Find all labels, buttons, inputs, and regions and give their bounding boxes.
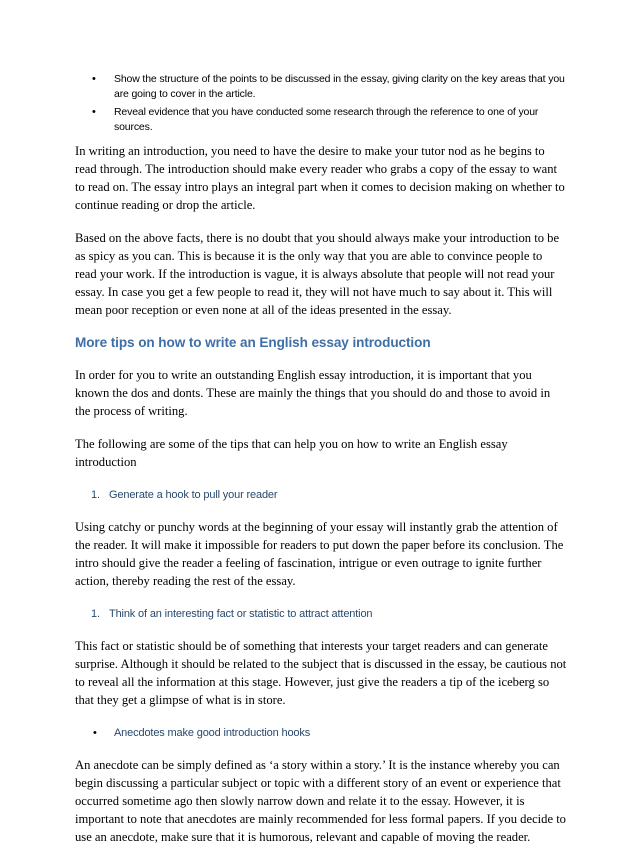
tip-text: Generate a hook to pull your reader	[109, 489, 278, 501]
paragraph: In writing an introduction, you need to have the desire to make your tutor nod as he begins to read through. The introduction should make every reader who grabs a copy of the essay to want to read on. The essay intro plays an integral part when it comes to decision making on whether to continue reading or drop the article.	[75, 144, 565, 212]
tip-heading	[75, 486, 567, 504]
list-number: 1.	[91, 608, 100, 620]
tip-heading	[75, 605, 567, 623]
paragraph: This fact or statistic should be of something that interests your target readers and can generate surprise. Although it should be related to the subject that is discussed in the essay, be cautious not to reveal all the information at this stage. However, just give the readers a tip of the iceberg so that they get a glimpse of what is in store.	[75, 639, 567, 707]
list-item	[75, 105, 567, 135]
paragraph: Based on the above facts, there is no doubt that you should always make your introduction to be as spicy as you can. This is because it is the only way that you are able to convince people to read your work. If the introduction is vague, it is always absolute that people will not read your essay. In case you get a few people to read it, they will not have much to say about it. This will mean poor reception or even none at all of the ideas presented in the essay.	[75, 231, 560, 317]
bullet-icon: •	[93, 727, 97, 739]
document-content	[75, 72, 567, 861]
tip-heading	[75, 724, 567, 742]
list-item	[75, 72, 567, 102]
paragraph: Using catchy or punchy words at the beginning of your essay will instantly grab the attention of the reader. It will make it impossible for readers to put down the paper before its conclusion. The intro should give the reader a feeling of fascination, intrigue or even outrage to ignite further action, thereby reading the rest of the essay.	[75, 520, 564, 588]
paragraph: In order for you to write an outstanding English essay introduction, it is important that you known the dos and donts. These are mainly the things that you should do and those to avoid in the process of writing.	[75, 368, 551, 418]
tip-text: Think of an interesting fact or statistic to attract attention	[109, 608, 373, 620]
bullet-icon: •	[92, 73, 96, 85]
paragraph: The following are some of the tips that can help you on how to write an English essay introduction	[75, 437, 508, 469]
tip-text: Anecdotes make good introduction hooks	[114, 727, 311, 739]
list-number: 1.	[91, 489, 100, 501]
intro-bullet-list	[75, 72, 567, 135]
bullet-icon: •	[92, 106, 96, 118]
bullet-text: Show the structure of the points to be discussed in the essay, giving clarity on the key areas that you are going to cover in the article.	[114, 73, 565, 100]
bullet-text: Reveal evidence that you have conducted some research through the reference to one of your sources.	[114, 106, 539, 133]
section-heading: More tips on how to write an English essay introduction	[75, 335, 431, 350]
paragraph: An anecdote can be simply defined as ‘a story within a story.’ It is the instance whereby you can begin discussing a particular subject or topic with a different story of an event or experience that occurred sometime ago then slowly narrow down and relate it to the essay. However, it is important to note that anecdotes are mainly recommended for less formal papers. If you decide to use an anecdote, make sure that it is humorous, relevant and capable of moving the reader.	[75, 758, 566, 844]
